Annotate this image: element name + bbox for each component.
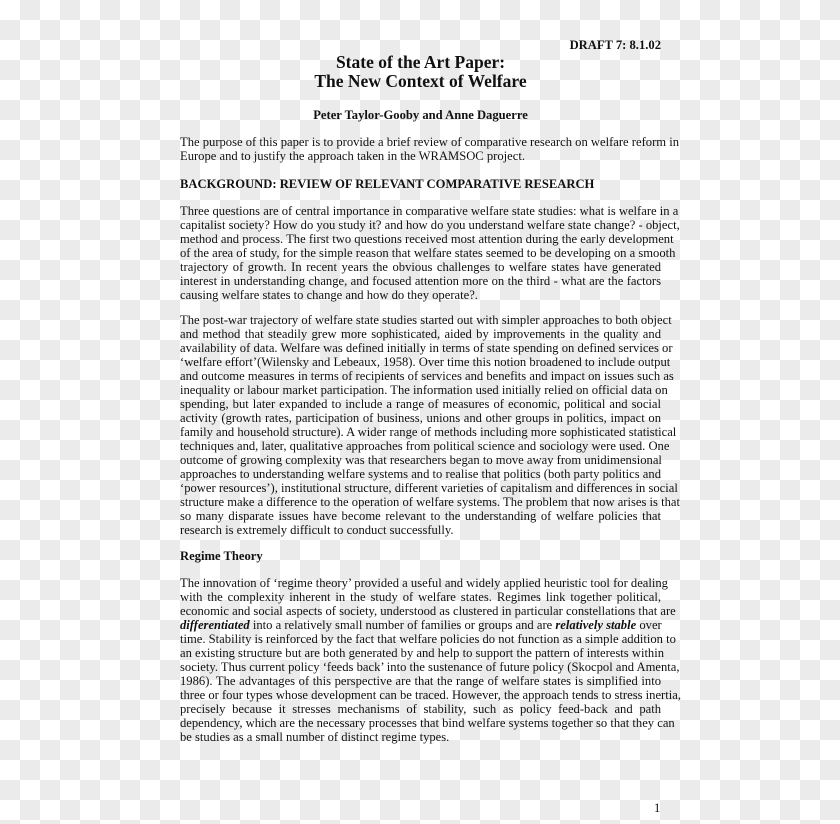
paragraph-3 (180, 576, 681, 744)
text-line: ‘welfare effort’(Wilensky and Lebeaux, 1958). Over time this notion broadened to include output (180, 355, 671, 369)
text-line: interest in understanding change, and focused attention more on the third - what are the factors (180, 274, 661, 288)
text-line: outcome of growing complexity was that researchers began to move away from unidimensional (180, 453, 662, 467)
page-title (180, 53, 661, 91)
text-line: with the complexity inherent in the study of welfare states. Regimes link together political, (180, 590, 661, 604)
draft-label: DRAFT 7: 8.1.02 (569, 38, 661, 52)
text-line: The post-war trajectory of welfare state studies started out with simpler approaches to both object (180, 313, 672, 327)
text-line: three or four types whose development can be traced. However, the approach tends to stress inertia, (180, 688, 681, 702)
text-line: society. Thus current policy ‘feeds back’ into the sustenance of future policy (Skocpol and Amenta, (180, 660, 680, 674)
text-line: Three questions are of central importance in comparative welfare state studies: what is welfare in a (180, 204, 679, 218)
title-line-1: State of the Art Paper: (335, 52, 506, 72)
text-line: economic and social aspects of society, understood as clustered in particular constellations that are (180, 604, 676, 618)
background-heading: BACKGROUND: REVIEW OF RELEVANT COMPARATIVE RESEARCH (180, 177, 595, 191)
text-line: The purpose of this paper is to provide a brief review of comparative research on welfare reform in (180, 135, 679, 149)
emphasis: differentiated (180, 618, 250, 632)
purpose-paragraph (180, 135, 679, 163)
text-line: inequality or labour market participation. The information used initially relied on official data on (180, 383, 668, 397)
text-line: structure make a difference to the operation of welfare systems. The problem that now arises is that (180, 495, 680, 509)
text-line: The innovation of ‘regime theory’ provided a useful and widely applied heuristic tool for dealing (180, 576, 668, 590)
authors: Peter Taylor-Gooby and Anne Daguerre (313, 108, 528, 122)
text-line: precisely because it stresses mechanisms of stability, such as policy feed-back and path (180, 702, 661, 716)
text-line: activity (growth rates, participation of business, unions and other groups in politics, impact on (180, 411, 661, 425)
page-number: 1 (654, 801, 661, 815)
text-line: Europe and to justify the approach taken in the WRAMSOC project. (180, 149, 525, 163)
text-span: into a relatively small number of families or groups and are (249, 618, 556, 632)
text-line: ‘power resources’), institutional structure, different varieties of capitalism and differences in social (180, 481, 678, 495)
text-line: availability of data. Welfare was defined initially in terms of state spending on defined services or (180, 341, 673, 355)
text-line: family and household structure). A wider range of methods including more sophisticated statistical (180, 425, 677, 439)
text-line: so many disparate issues have become relevant to the understanding of welfare policies that (180, 509, 661, 523)
text-span: over (636, 618, 662, 632)
text-line: of the area of study, for the simple reason that welfare states seemed to be developing on a smooth (180, 246, 676, 260)
text-line: an existing structure but are both generated by and help to support the pattern of interests within (180, 646, 665, 660)
text-line: spending, but later expanded to include a range of measures of economic, political and social (180, 397, 661, 411)
text-line: and outcome measures in terms of recipients of services and benefits and impact on issues such as (180, 369, 674, 383)
paragraph-1 (180, 204, 680, 302)
text-line: techniques and, later, qualitative approaches from political science and sociology were used. One (180, 439, 670, 453)
text-line: time. Stability is reinforced by the fact that welfare policies do not function as a simple addition to (180, 632, 676, 646)
text-line: capitalist society? How do you study it? and how do you understand welfare state change? - object, (180, 218, 680, 232)
regime-theory-heading: Regime Theory (180, 549, 263, 563)
text-line: trajectory of growth. In recent years the obvious challenges to welfare states have generated (180, 260, 661, 274)
text-line: dependency, which are the necessary processes that bind welfare systems together so that they can (180, 716, 675, 730)
text-line: 1986). The advantages of this perspective are that the range of welfare states is simplified into (180, 674, 661, 688)
text-line: method and process. The first two questions received most attention during the early development (180, 232, 674, 246)
title-line-2: The New Context of Welfare (314, 71, 527, 91)
text-line: research is extremely difficult to conduct successfully. (180, 523, 454, 537)
text-line: be studies as a small number of distinct regime types. (180, 730, 450, 744)
text-line (180, 618, 661, 632)
emphasis: relatively stable (555, 618, 637, 632)
text-line: and method that steadily grew more sophisticated, aided by improvements in the quality and (180, 327, 661, 341)
text-line: causing welfare states to change and how do they operate?. (180, 288, 478, 302)
text-line: approaches to understanding welfare systems and to realise that politics (both party politics and (180, 467, 661, 481)
paragraph-2 (180, 313, 680, 537)
